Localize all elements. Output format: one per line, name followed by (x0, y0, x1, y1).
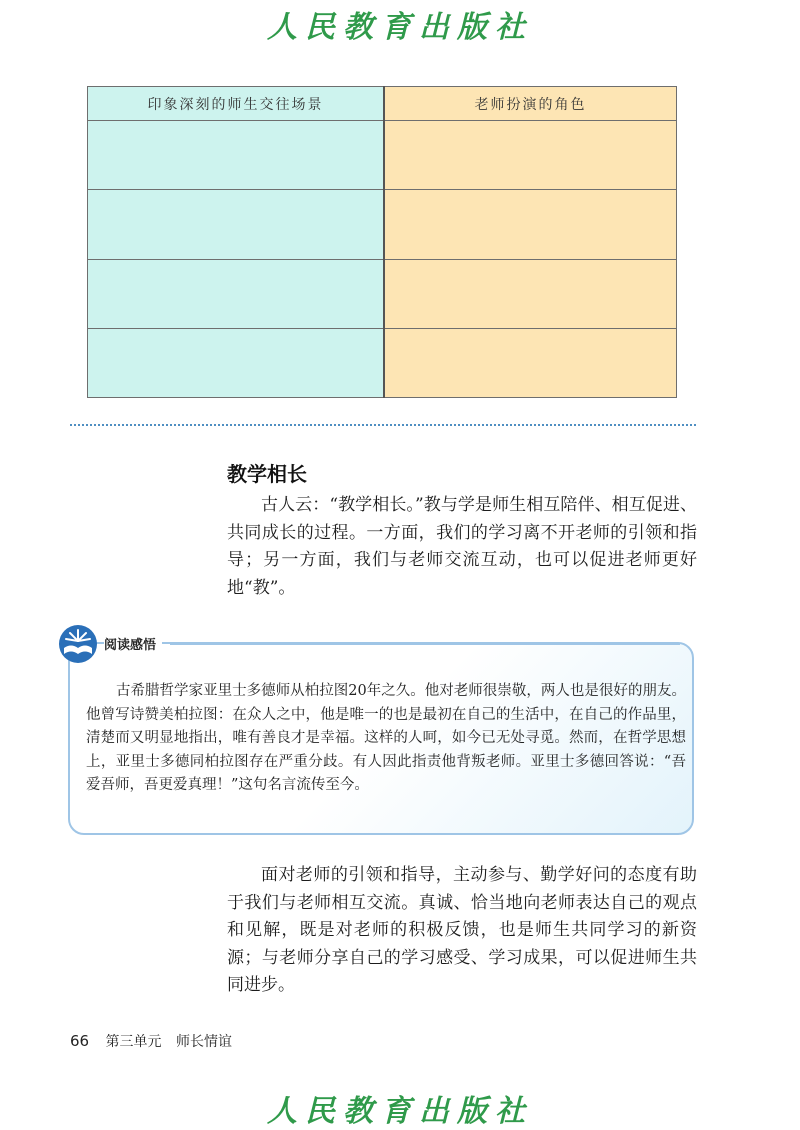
table-header-scene: 印象深刻的师生交往场景 (88, 87, 385, 121)
reading-box-label: 阅读感悟 (104, 634, 162, 653)
reading-box-text: 古希腊哲学家亚里士多德师从柏拉图20年之久。他对老师很崇敬，两人也是很好的朋友。他曾写诗赞美柏拉图：在众人之中，他是唯一的也是最初在自己的生活中，在自己的作品里，清楚而又明显地指出，唯有善良才是幸福。这样的人呵，如今已无处寻觅。然而，在哲学思想上，亚里士多德同柏拉图存在严重分歧。有人因此指责他背叛老师。亚里士多德回答说：“吾爱吾师，吾更爱真理！”这句名言流传至今。 (86, 683, 686, 793)
table-cell-scene[interactable] (88, 121, 385, 190)
table-cell-role[interactable] (384, 121, 677, 190)
table-row (88, 259, 677, 328)
table-row (88, 121, 677, 190)
table-cell-role[interactable] (384, 328, 677, 397)
dotted-divider (70, 424, 696, 426)
table-cell-role[interactable] (384, 259, 677, 328)
table-row (88, 190, 677, 259)
table-cell-scene[interactable] (88, 190, 385, 259)
reading-box-header-line (170, 643, 680, 645)
page-number: 66 (70, 1032, 90, 1050)
section-title: 教学相长 (227, 462, 307, 486)
table-cell-role[interactable] (384, 190, 677, 259)
footer-unit: 第三单元 (105, 1034, 162, 1050)
table-cell-scene[interactable] (88, 328, 385, 397)
publisher-logo-top: 人民教育出版社 (267, 10, 533, 45)
table-cell-scene[interactable] (88, 259, 385, 328)
publisher-logo-bottom: 人民教育出版社 (267, 1094, 533, 1129)
table-row (88, 328, 677, 397)
table-header-role: 老师扮演的角色 (384, 87, 677, 121)
book-reading-icon (58, 624, 98, 664)
page-footer (70, 1031, 232, 1051)
section-paragraph-2: 面对老师的引领和指导，主动参与、勤学好问的态度有助于我们与老师相互交流。真诚、恰当地向老师表达自己的观点和见解，既是对老师的积极反馈，也是师生共同学习的新资源；与老师分享自己的学习感受、学习成果，可以促进师生共同进步。 (227, 865, 697, 995)
section-paragraph-1: 古人云：“教学相长。”教与学是师生相互陪伴、相互促进、共同成长的过程。一方面，我们的学习离不开老师的引领和指导；另一方面，我们与老师交流互动，也可以促进老师更好地“教”。 (227, 495, 697, 598)
teacher-student-table (87, 86, 677, 398)
footer-unit-title: 师长情谊 (176, 1034, 232, 1050)
